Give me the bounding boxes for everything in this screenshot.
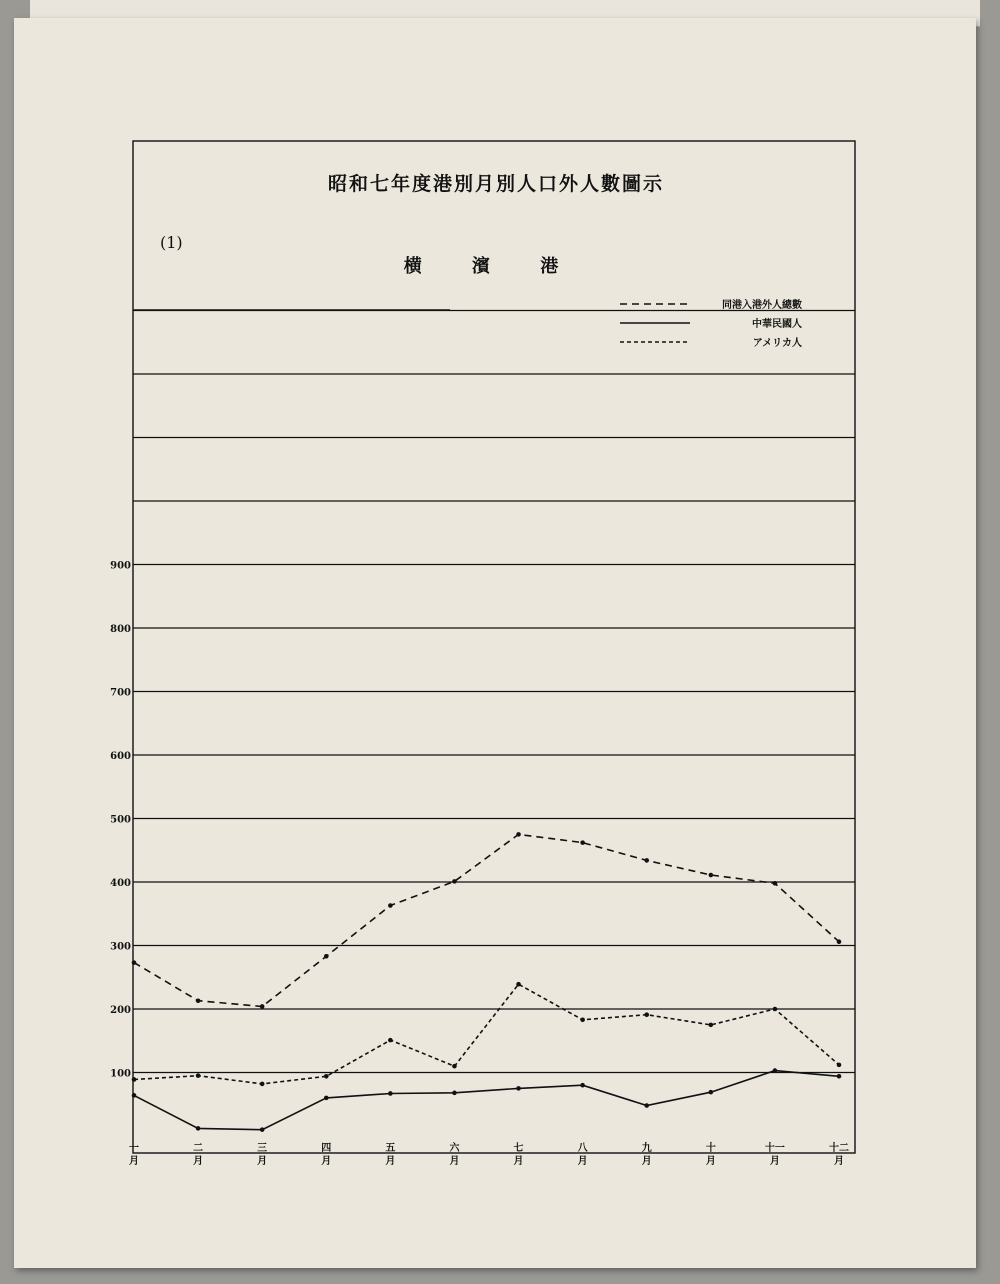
x-tick-label-line: 月 xyxy=(257,1156,268,1167)
data-point xyxy=(196,998,201,1003)
x-tick-label-line: 十一 xyxy=(764,1143,785,1154)
data-point xyxy=(837,1074,842,1079)
data-point xyxy=(580,1017,585,1022)
legend xyxy=(620,298,802,349)
chart-title: 昭和七年度港別月別人口外人數圖示 xyxy=(327,173,665,195)
y-tick-label: 500 xyxy=(110,814,131,826)
x-tick-label-line: 十二 xyxy=(829,1143,849,1154)
data-point xyxy=(388,1091,393,1096)
chart-page xyxy=(14,18,976,1268)
x-axis-ticks xyxy=(129,1141,849,1167)
data-point xyxy=(260,1127,265,1132)
legend-label: アメリカ人 xyxy=(752,338,802,349)
x-tick-label xyxy=(765,1141,785,1167)
x-tick-label-line: 月 xyxy=(321,1156,332,1167)
x-tick-label-line: 月 xyxy=(513,1156,524,1167)
x-tick-label-line: 月 xyxy=(834,1156,844,1167)
data-point xyxy=(196,1126,201,1131)
series-line-3 xyxy=(134,984,839,1084)
x-tick-label-line: 三 xyxy=(257,1143,268,1154)
x-tick-label xyxy=(578,1142,589,1167)
x-tick-label-line: 二 xyxy=(193,1143,204,1154)
data-point xyxy=(324,954,329,959)
data-point xyxy=(324,1096,329,1101)
data-point xyxy=(196,1073,201,1078)
data-point xyxy=(132,960,137,965)
x-tick-label-line: 六 xyxy=(449,1143,460,1154)
x-tick-label-line: 月 xyxy=(385,1156,396,1167)
x-tick-label-line: 月 xyxy=(641,1156,652,1167)
x-tick-label-line: 月 xyxy=(769,1156,780,1167)
data-point xyxy=(452,1091,457,1096)
data-point xyxy=(644,1103,649,1108)
x-tick-label-line: 七 xyxy=(513,1143,524,1154)
x-tick-label xyxy=(642,1141,652,1167)
y-tick-label: 400 xyxy=(110,878,131,889)
series-line-1 xyxy=(134,834,839,1006)
x-tick-label-line: 月 xyxy=(577,1156,588,1167)
x-tick-label xyxy=(193,1142,203,1167)
data-point xyxy=(837,1063,842,1068)
grid-lines xyxy=(133,311,855,1073)
data-point xyxy=(580,1083,585,1088)
y-tick-label: 600 xyxy=(110,751,131,762)
panel-label: (1) xyxy=(160,233,183,252)
data-point xyxy=(452,1064,457,1069)
legend-label: 同港入港外人總數 xyxy=(722,300,802,311)
y-tick-label: 200 xyxy=(110,1005,131,1016)
y-tick-label: 900 xyxy=(110,560,131,572)
data-point xyxy=(260,1082,265,1087)
legend-label: 中華民國人 xyxy=(752,319,802,330)
data-point xyxy=(773,1007,778,1012)
x-tick-label xyxy=(449,1141,460,1167)
data-point xyxy=(773,881,778,886)
y-tick-label: 100 xyxy=(110,1068,131,1080)
data-point xyxy=(260,1004,265,1009)
chart-subtitle: 横 濱 港 xyxy=(403,256,581,277)
data-point xyxy=(709,1090,714,1095)
x-tick-label-line: 月 xyxy=(705,1156,716,1167)
series-line-2 xyxy=(134,1071,839,1130)
data-point xyxy=(452,879,457,884)
data-point xyxy=(773,1068,778,1073)
data-point xyxy=(516,982,521,987)
data-point xyxy=(132,1093,137,1098)
x-tick-label-line: 五 xyxy=(385,1143,396,1154)
x-tick-label xyxy=(829,1141,849,1167)
data-point xyxy=(132,1077,137,1082)
x-tick-label-line: 月 xyxy=(193,1156,204,1167)
data-point xyxy=(388,1038,393,1043)
data-point xyxy=(709,873,714,878)
y-tick-label: 300 xyxy=(110,941,131,953)
x-tick-label xyxy=(706,1141,716,1167)
x-tick-label-line: 九 xyxy=(641,1143,652,1154)
x-tick-label xyxy=(257,1142,267,1167)
y-tick-label: 700 xyxy=(110,687,131,699)
x-tick-label-line: 月 xyxy=(449,1156,460,1167)
data-point xyxy=(516,1086,521,1091)
y-axis-ticks xyxy=(110,561,131,1080)
series-lines xyxy=(132,832,842,1132)
x-tick-label-line: 十 xyxy=(705,1143,716,1154)
x-tick-label-line: 月 xyxy=(129,1156,139,1167)
x-tick-label xyxy=(321,1142,331,1167)
y-tick-label: 800 xyxy=(110,624,131,635)
data-point xyxy=(324,1074,329,1079)
x-tick-label-line: 四 xyxy=(321,1143,332,1154)
data-point xyxy=(580,840,585,845)
data-point xyxy=(837,939,842,944)
data-point xyxy=(388,903,393,908)
x-tick-label xyxy=(385,1142,395,1167)
data-point xyxy=(516,832,521,837)
data-point xyxy=(709,1023,714,1028)
x-tick-label-line: 一 xyxy=(129,1143,139,1154)
data-point xyxy=(644,1012,649,1017)
chart-frame xyxy=(133,141,855,1153)
data-point xyxy=(644,858,649,863)
x-tick-label xyxy=(129,1143,139,1167)
x-tick-label xyxy=(514,1141,524,1167)
line-chart xyxy=(14,18,976,1268)
x-tick-label-line: 八 xyxy=(577,1143,588,1154)
